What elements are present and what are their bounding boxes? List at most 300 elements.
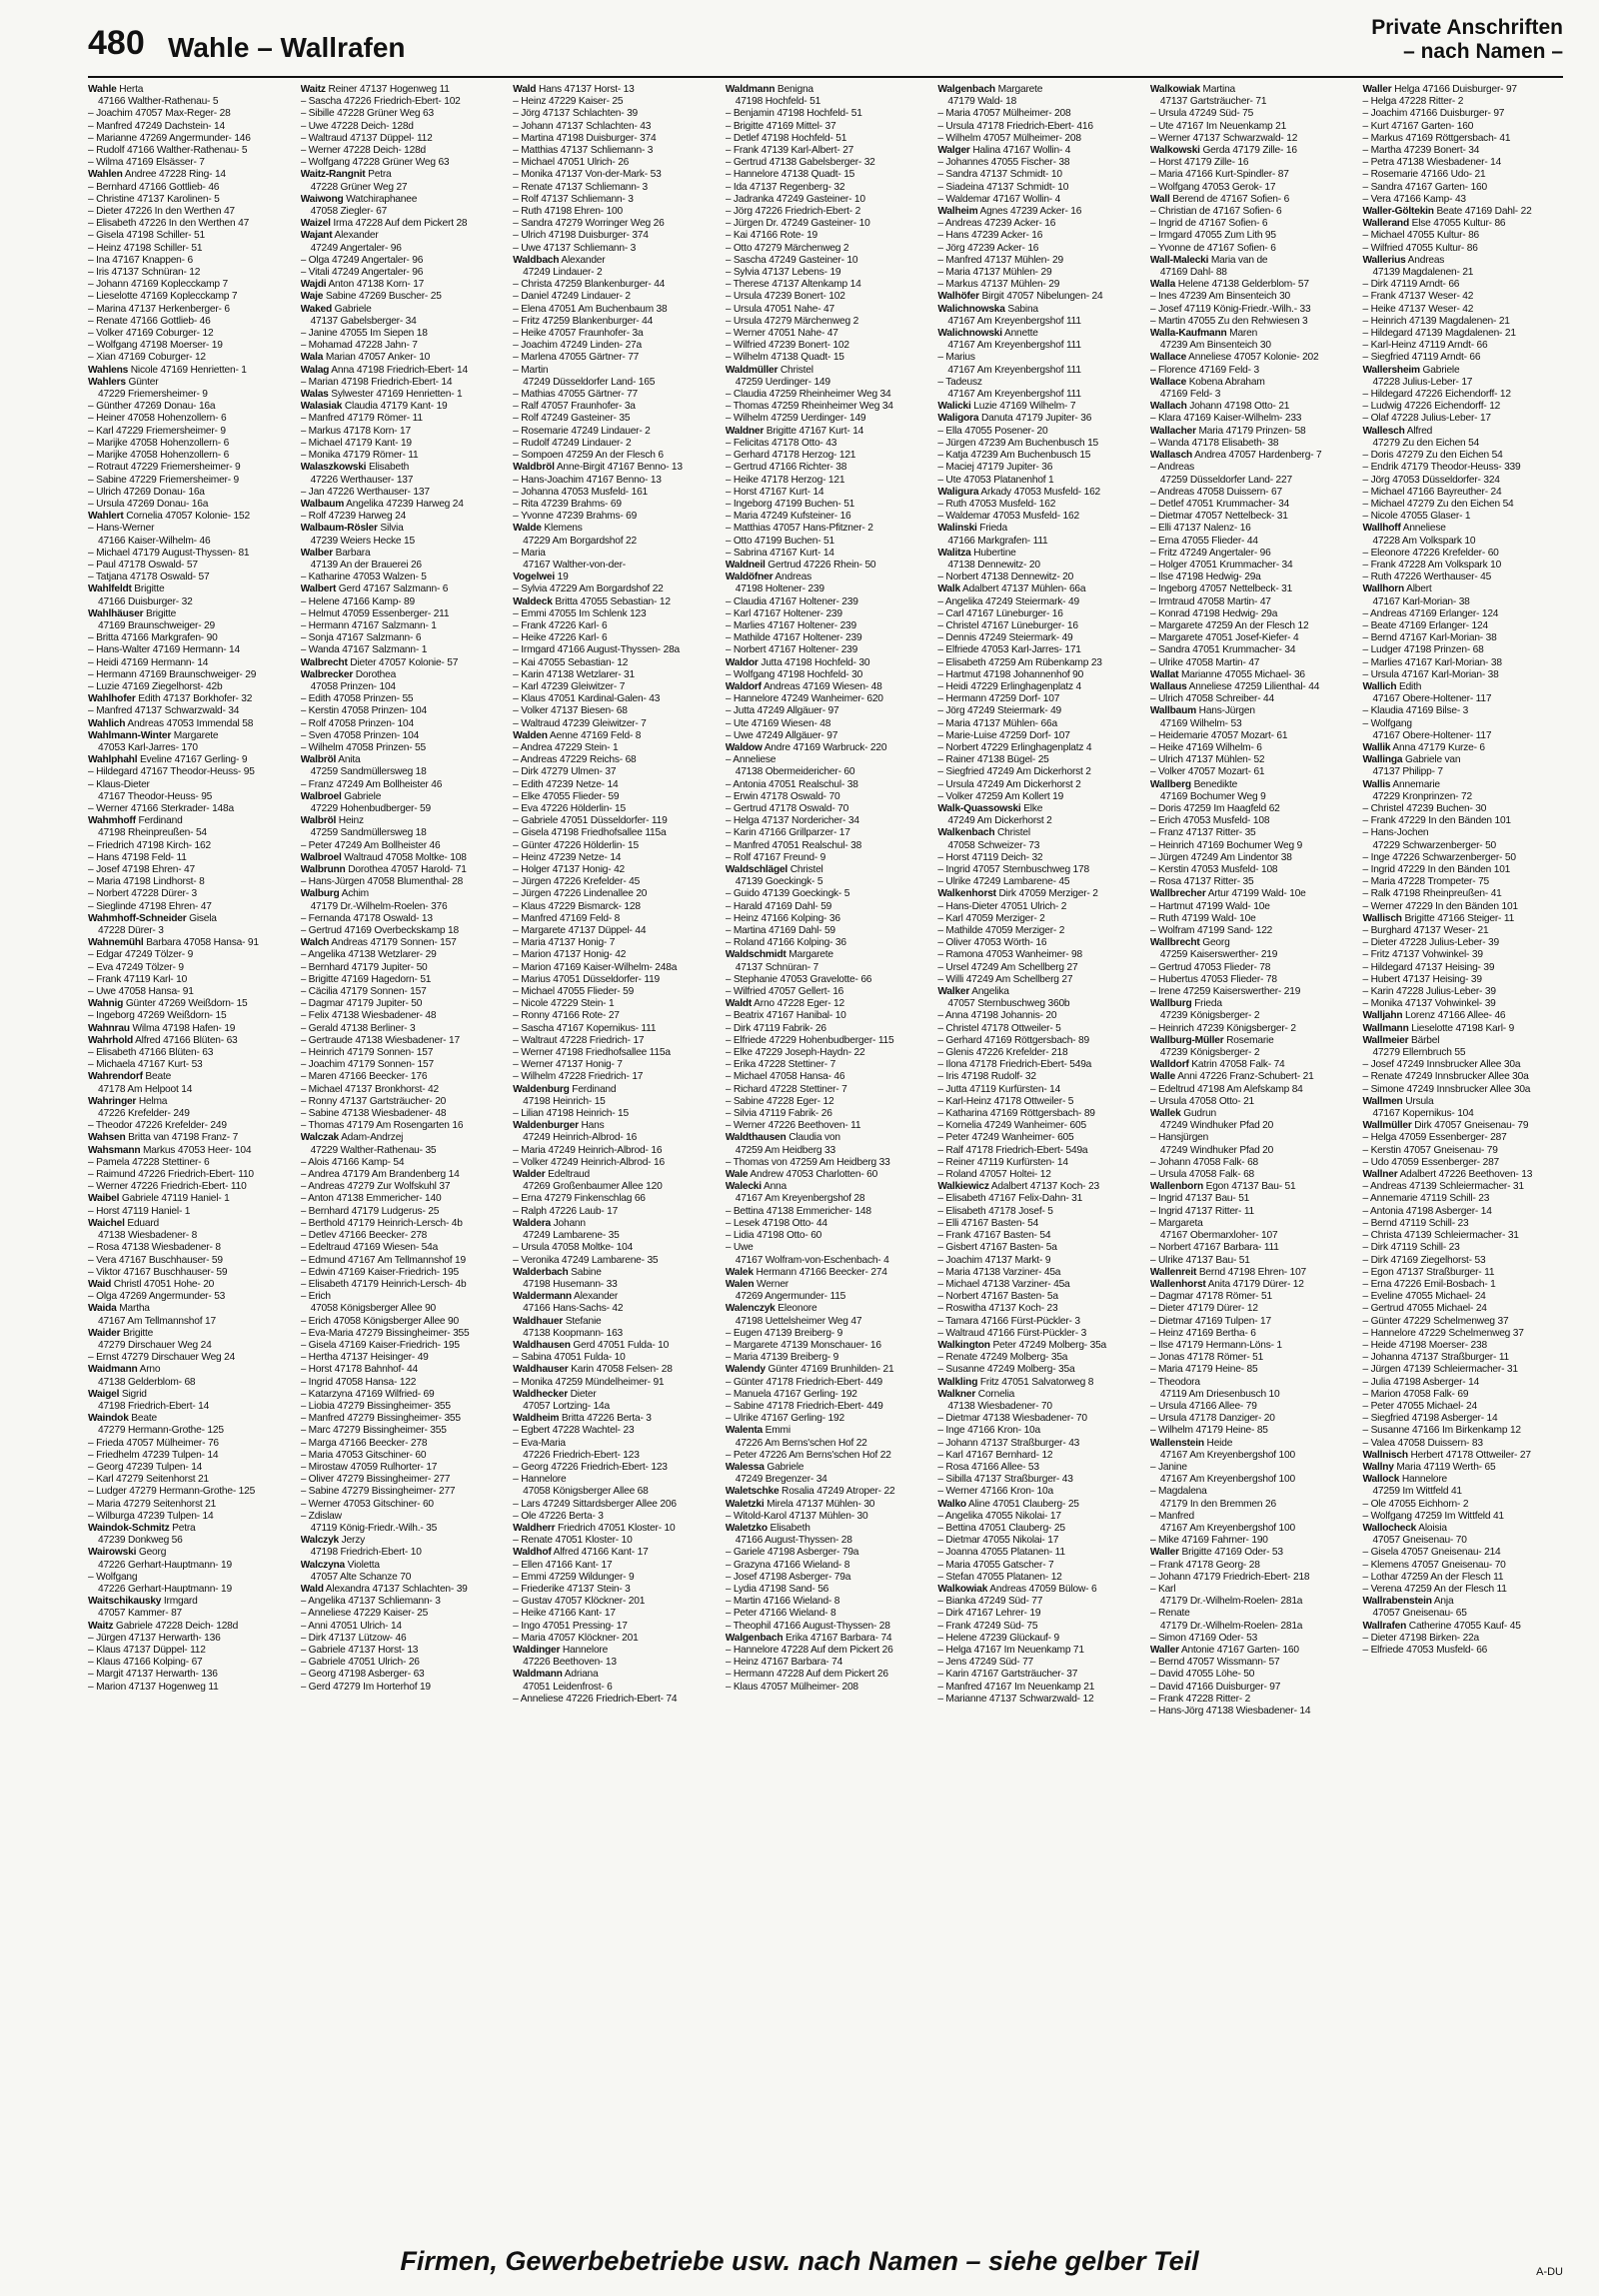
listing-entry: 47137 Philipp- 7	[1372, 766, 1443, 778]
listing-entry: – Hubert 47137 Heising- 39	[1362, 973, 1482, 985]
listing-entry: – Gertrud 47169 Overbeckskamp 18	[300, 925, 459, 937]
listing-entry: – Kai 47055 Sebastian- 12	[513, 656, 629, 668]
listing-entry: – Marlies 47167 Karl-Morian- 38	[1362, 656, 1502, 668]
listing-entry: 47198 Friedrich-Ebert- 10	[310, 1547, 422, 1559]
listing-entry: Wahnrau Wilma 47198 Hafen- 19	[88, 1022, 236, 1034]
listing-entry: – Marianne 47269 Angermunder- 146	[88, 132, 251, 144]
listing-entry: 47249 Heinrich-Albrod- 16	[523, 1132, 638, 1144]
listing-entry: – Margarete 47259 An der Flesch 12	[1149, 619, 1309, 631]
listing-entry: 47239 Königsberger- 2	[1159, 1047, 1260, 1059]
listing-entry: – Frank 47249 Süd- 75	[937, 1620, 1038, 1632]
listing-entry: – Susanne 47249 Molberg- 35a	[937, 1364, 1075, 1376]
listing-entry: Waiwong Watchiraphanee	[300, 193, 418, 205]
listing-entry: Wallace Kobena Abraham	[1149, 376, 1265, 388]
listing-entry: – Hans 47198 Feld- 11	[88, 851, 187, 863]
listing-entry: – Monika 47259 Mündelheimer- 91	[513, 1376, 665, 1388]
listing-entry: Walbert Gerd 47167 Salzmann- 6	[300, 583, 449, 595]
listing-entry: – Sascha 47249 Gasteiner- 10	[725, 254, 858, 266]
listing-entry: – Heinz 47239 Netze- 14	[513, 851, 622, 863]
listing-entry: Wallner Adalbert 47226 Beethoven- 13	[1362, 1169, 1533, 1181]
listing-entry: – Marlena 47055 Gärtner- 77	[513, 352, 640, 364]
listing-entry: Wahrhold Alfred 47166 Blüten- 63	[88, 1034, 238, 1046]
listing-entry: – Simon 47169 Oder- 53	[1149, 1632, 1258, 1644]
listing-entry: – Egon 47137 Straßburger- 11	[1362, 1266, 1495, 1278]
listing-entry: – Horst 47179 Zille- 16	[1149, 157, 1249, 169]
listing-entry: Wald Hans 47137 Horst- 13	[513, 84, 635, 95]
listing-entry: Walgenbach Erika 47167 Barbara- 74	[725, 1632, 892, 1644]
listing-entry: – Hans-Walter 47169 Hermann- 14	[88, 644, 240, 656]
section-heading-line2: – nach Namen –	[1403, 40, 1563, 63]
listing-entry: – Lars 47249 Sittardsberger Allee 206	[513, 1498, 677, 1510]
listing-entry: – Markus 47169 Röttgersbach- 41	[1362, 132, 1511, 144]
listing-entry: – Ursula 47269 Donau- 16a	[88, 498, 209, 510]
listing-entry: 47198 Friedrich-Ebert- 14	[98, 1400, 210, 1412]
listing-entry: – Ines 47239 Am Binsenteich 30	[1149, 291, 1291, 303]
listing-entry: – Ralf 47057 Fraunhofer- 3a	[513, 401, 636, 413]
listing-entry: Waligora Danuta 47179 Jupiter- 36	[937, 413, 1092, 425]
listing-entry: – Werner 47226 Friedrich-Ebert- 110	[88, 1181, 247, 1193]
listing-entry: – Michael 47138 Varziner- 45a	[937, 1278, 1070, 1290]
listing-entry: – Helene 47239 Glückauf- 9	[937, 1632, 1059, 1644]
listing-entry: – Manfred 47137 Mühlen- 29	[937, 254, 1063, 266]
listing-entry: – Karl 47167 Bernhard- 12	[937, 1449, 1053, 1461]
listing-entry: Waizel Irma 47228 Auf dem Pickert 28	[300, 218, 468, 230]
listing-entry: – Frank 47178 Georg- 28	[1149, 1559, 1260, 1571]
listing-entry: – Thomas 47259 Rheinheimer Weg 34	[725, 401, 893, 413]
listing-entry: – Edmund 47167 Am Tellmannshof 19	[300, 1254, 466, 1266]
listing-entry: Walbaum-Rösler Silvia	[300, 523, 404, 535]
listing-entry: – Rosa 47166 Allee- 53	[937, 1461, 1039, 1473]
listing-entry: – Michael 47179 Kant- 19	[300, 437, 412, 449]
listing-entry: – Renate 47249 Molberg- 35a	[937, 1352, 1068, 1364]
listing-entry: – Manfred 47051 Realschul- 38	[725, 839, 862, 851]
listing-entry: – Werner 47226 Beethoven- 11	[725, 1120, 861, 1132]
listing-entry: Wahlers Günter	[88, 376, 159, 388]
listing-entry: – Oliver 47053 Wörth- 16	[937, 937, 1047, 949]
listing-entry: – Werner 47137 Honig- 7	[513, 1059, 623, 1071]
listing-entry: – Rainer 47138 Bügel- 25	[937, 754, 1049, 766]
listing-entry: – Monika 47137 Vohwinkel- 39	[1362, 998, 1496, 1010]
listing-entry: 47239 Königsberger- 2	[1159, 1010, 1260, 1022]
listing-entry: Walber Barbara	[300, 547, 371, 559]
listing-entry: – Renate 47137 Schliemann- 3	[513, 181, 649, 193]
listing-entry: Waldschlägel Christel	[725, 864, 823, 875]
listing-entry: – Katharine 47053 Walzen- 5	[300, 572, 427, 583]
listing-entry: Waller Brigitte 47169 Oder- 53	[1149, 1547, 1283, 1559]
listing-entry: Wallocheck Aloisia	[1362, 1522, 1447, 1534]
listing-entry: – Marijke 47058 Hohenzollern- 6	[88, 437, 230, 449]
listing-entry: – Rosemarie 47166 Udo- 21	[1362, 169, 1486, 181]
listing-entry: Waldhof Alfred 47166 Kant- 17	[513, 1547, 649, 1559]
listing-entry: – Vitali 47249 Angertaler- 96	[300, 267, 424, 279]
listing-entry: Wallasch Andrea 47057 Hardenberg- 7	[1149, 450, 1322, 462]
listing-entry: – Sompoen 47259 An der Flesch 6	[513, 450, 664, 462]
listing-entry: – Margarete 47137 Düppel- 44	[513, 925, 647, 937]
listing-entry: – Joachim 47179 Sonnen- 157	[300, 1059, 434, 1071]
listing-entry: – Hermann 47167 Salzmann- 1	[300, 619, 437, 631]
listing-entry: – Ulrich 47198 Duisburger- 374	[513, 230, 649, 242]
listing-entry: – Ingeborg 47269 Weißdorn- 15	[88, 1010, 227, 1022]
listing-entry: – Zdislaw	[300, 1510, 342, 1522]
listing-entry: 47249 Angertaler- 96	[310, 242, 402, 254]
listing-entry: – Erna 47055 Flieder- 44	[1149, 535, 1258, 547]
listing-entry: – Heiner 47058 Hohenzollern- 6	[88, 413, 227, 425]
listing-entry: – Waltraud 47137 Düppel- 112	[300, 132, 433, 144]
listing-entry: – Hans-Jörg 47138 Wiesbadener- 14	[1149, 1706, 1311, 1718]
listing-entry: – Irmgard 47166 August-Thyssen- 28a	[513, 644, 681, 656]
listing-entry: – Olga 47249 Angertaler- 96	[300, 254, 424, 266]
listing-entry: – Ulrike 47249 Lambarene- 45	[937, 876, 1070, 888]
listing-entry: Wallenstein Heide	[1149, 1437, 1233, 1449]
listing-entry: – Karl-Heinz 47178 Ottweiler- 5	[937, 1095, 1074, 1107]
listing-entry: Walch Andreas 47179 Sonnen- 157	[300, 937, 457, 949]
listing-entry: – Jürgen 47226 Lindenallee 20	[513, 888, 648, 900]
listing-entry: – Maria 47249 Heinrich-Albrod- 16	[513, 1144, 663, 1156]
listing-entry: – Ursula 47178 Friedrich-Ebert- 416	[937, 120, 1093, 132]
listing-entry: – Karl 47059 Merziger- 2	[937, 912, 1045, 924]
listing-entry: – Richard 47228 Stettiner- 7	[725, 1083, 847, 1095]
listing-entry: – Helga 47167 Im Neuenkamp 71	[937, 1645, 1084, 1656]
listing-entry: – Olaf 47228 Julius-Leber- 17	[1362, 413, 1491, 425]
listing-entry: – Maria 47137 Honig- 7	[513, 937, 616, 949]
listing-entry: – Jörg 47137 Schlachten- 39	[513, 108, 639, 120]
listing-entry: – Manuela 47167 Gerling- 192	[725, 1388, 857, 1400]
listing-entry: 47249 Windhuker Pfad 20	[1159, 1144, 1274, 1156]
listing-entry: Walde Klemens	[513, 523, 583, 535]
listing-entry: – Heike 47226 Karl- 6	[513, 632, 608, 644]
listing-entry: – Hildegard 47137 Heising- 39	[1362, 961, 1495, 973]
listing-entry: – Felicitas 47178 Otto- 43	[725, 437, 837, 449]
listing-entry: – Peter 47249 Wanheimer- 605	[937, 1132, 1074, 1144]
listing-entry: – Dirk 47169 Ziegelhorst- 53	[1362, 1254, 1486, 1266]
listing-entry: – Ute 47053 Platanenhof 1	[937, 474, 1054, 486]
listing-entry: Wale Andrew 47053 Charlotten- 60	[725, 1169, 878, 1181]
listing-entry: – Joachim 47166 Duisburger- 97	[1362, 108, 1505, 120]
listing-entry: – Detlev 47166 Beecker- 278	[300, 1230, 428, 1242]
listing-entry: – Heike 47137 Weser- 42	[1362, 303, 1474, 315]
listing-entry: – Marie-Luise 47259 Dorf- 107	[937, 729, 1070, 741]
listing-entry: – Florence 47169 Feld- 3	[1149, 364, 1259, 376]
listing-entry: – Rolf 47239 Harweg 24	[300, 511, 407, 523]
listing-entry: – Olga 47269 Angermunder- 53	[88, 1291, 226, 1303]
listing-entry: – Heinz 47169 Bertha- 6	[1149, 1327, 1256, 1339]
listing-entry: – Marina 47137 Herkenberger- 6	[88, 303, 230, 315]
listing-entry: – Manfred 47179 Römer- 11	[300, 413, 423, 425]
listing-entry: 47167 Am Kreyenbergshof 100	[1159, 1522, 1295, 1534]
listing-entry: – Anneliese 47226 Friedrich-Ebert- 74	[513, 1693, 678, 1705]
listing-entry: – Markus 47137 Mühlen- 29	[937, 279, 1060, 291]
listing-entry: 47169 Wilhelm- 53	[1159, 717, 1242, 729]
listing-entry: – Uwe 47058 Hansa- 91	[88, 986, 194, 998]
listing-entry: Waked Gabriele	[300, 303, 372, 315]
listing-entry: 47259 Kaiserswerther- 219	[1159, 949, 1278, 961]
listing-entry: – Karin 47167 Gartsträucher- 37	[937, 1669, 1078, 1681]
listing-entry: – Siegfried 47119 Arndt- 66	[1362, 352, 1481, 364]
listing-entry: – Maren 47166 Beecker- 176	[300, 1071, 428, 1083]
listing-entry: 47229 Am Borgardshof 22	[523, 535, 637, 547]
listing-entry: – Klaus 47057 Mülheimer- 208	[725, 1681, 858, 1693]
listing-entry: – Wilhelm 47228 Friedrich- 17	[513, 1071, 644, 1083]
listing-entry: – Sabina 47051 Fulda- 10	[513, 1352, 626, 1364]
listing-entry: – Ralf 47178 Friedrich-Ebert- 549a	[937, 1144, 1088, 1156]
listing-entry: – Erna 47279 Finkenschlag 66	[513, 1193, 646, 1205]
listing-entry: Walasiak Claudia 47179 Kant- 19	[300, 401, 448, 413]
listing-entry: – Volker 47249 Heinrich-Albrod- 16	[513, 1156, 665, 1168]
listing-entry: 47198 Uettelsheimer Weg 47	[735, 1315, 862, 1327]
listing-entry: 47259 Uerdinger- 149	[735, 376, 830, 388]
listing-entry: – Volker 47057 Mozart- 61	[1149, 766, 1265, 778]
listing-entry: – Elisabeth 47178 Josef- 5	[937, 1205, 1053, 1217]
listing-entry: – Roland 47166 Kolping- 36	[725, 937, 846, 949]
listing-entry: – Heide 47198 Moerser- 238	[1362, 1339, 1487, 1351]
listing-entry: – Bernd 47119 Schill- 23	[1362, 1217, 1469, 1229]
listing-entry: – Ronny 47137 Gartsträucher- 20	[300, 1095, 447, 1107]
listing-entry: – Maria 47198 Lindhorst- 8	[88, 876, 205, 888]
listing-entry: – Ilse 47198 Hedwig- 29a	[1149, 572, 1261, 583]
listing-entry: – Gerhard 47178 Herzog- 121	[725, 450, 856, 462]
listing-entry: – Manfred 47167 Im Neuenkamp 21	[937, 1681, 1095, 1693]
listing-entry: – Ingrid 47229 In den Bänden 101	[1362, 864, 1511, 875]
listing-entry: – Gisbert 47167 Basten- 5a	[937, 1242, 1057, 1254]
listing-entry: Walljahn Lorenz 47166 Allee- 46	[1362, 1010, 1506, 1022]
listing-entry: 47139 Goeckingk- 5	[735, 876, 823, 888]
listing-entry: – Uwe 47228 Deich- 128d	[300, 120, 414, 132]
listing-entry: Wallerius Andreas	[1362, 254, 1445, 266]
listing-entry: – Renate 47249 Innsbrucker Allee 30a	[1362, 1071, 1529, 1083]
listing-entry: – Christel 47239 Buchen- 30	[1362, 802, 1487, 814]
listing-entry: Waldhauser Karin 47058 Felsen- 28	[513, 1364, 673, 1376]
listing-entry: 47179 Dr.-Wilhelm-Roelen- 281a	[1159, 1620, 1303, 1632]
listing-entry: 47167 Am Tellmannshof 17	[98, 1315, 216, 1327]
listing-entry: – Kurt 47167 Garten- 160	[1362, 120, 1474, 132]
listing-entry: – Katarzyna 47169 Wilfried- 69	[300, 1388, 435, 1400]
listing-entry: – Theodora	[1149, 1376, 1200, 1388]
listing-entry: – Christine 47137 Karolinen- 5	[88, 193, 220, 205]
listing-entry: – Iris 47137 Schnüran- 12	[88, 267, 201, 279]
listing-entry: Waldeck Britta 47055 Sebastian- 12	[513, 595, 671, 607]
listing-entry: Wallbaum Hans-Jürgen	[1149, 705, 1255, 717]
listing-entry: – Christel 47167 Lüneburger- 16	[937, 619, 1078, 631]
listing-entry: – Valea 47058 Duissern- 83	[1362, 1437, 1483, 1449]
listing-entry: – Gisela 47198 Friedhofsallee 115a	[513, 827, 667, 839]
listing-entry: Walbröl Heinz	[300, 815, 364, 827]
listing-entry: – Felix 47138 Wiesbadener- 48	[300, 1010, 437, 1022]
listing-entry: – Doris 47279 Zu den Eichen 54	[1362, 450, 1503, 462]
listing-entry: – Friedhelm 47239 Tulpen- 14	[88, 1449, 219, 1461]
listing-entry: 47167 Am Kreyenbergshof 100	[1159, 1474, 1295, 1486]
listing-entry: – Hartmut 47198 Johannenhof 90	[937, 668, 1084, 680]
listing-entry: – Janine 47055 Im Siepen 18	[300, 328, 428, 340]
listing-entry: – Michael 47137 Bronkhorst- 42	[300, 1083, 439, 1095]
listing-entry: – Heinrich 47169 Bochumer Weg 9	[1149, 839, 1303, 851]
listing-entry: – Dietmar 47057 Nettelbeck- 31	[1149, 511, 1288, 523]
listing-entry: – Benjamin 47198 Hochfeld- 51	[725, 108, 862, 120]
listing-entry: – Ilse 47179 Hermann-Löns- 1	[1149, 1339, 1282, 1351]
footer-code: A-DU	[1536, 2266, 1563, 2278]
listing-entry: – Joachim 47137 Markt- 9	[937, 1254, 1051, 1266]
listing-entry: – Sabine 47229 Friemersheimer- 9	[88, 474, 240, 486]
listing-entry: – Michael 47179 August-Thyssen- 81	[88, 547, 250, 559]
listing-entry: Walczyk Jerzy	[300, 1535, 365, 1547]
listing-entry: – Angelika 47138 Wetzlarer- 29	[300, 949, 437, 961]
listing-entry: Wahlhäuser Brigitte	[88, 607, 177, 619]
listing-entry: 47119 Am Driesenbusch 10	[1159, 1388, 1280, 1400]
listing-entry: – Hans-Dieter 47051 Ulrich- 2	[937, 900, 1067, 912]
listing-entry: Wallburg Frieda	[1149, 998, 1222, 1010]
listing-entry: Waldbröl Anne-Birgit 47167 Benno- 13	[513, 462, 683, 474]
listing-entry: – Uwe	[725, 1242, 754, 1254]
listing-entry: – Elke 47055 Flieder- 59	[513, 790, 620, 802]
listing-entry: – Ursula 47166 Allee- 79	[1149, 1400, 1257, 1412]
listing-entry: – Wolfgang	[1362, 717, 1412, 729]
listing-entry: – Frank 47226 Karl- 6	[513, 619, 608, 631]
listing-entry: 47169 Braunschweiger- 29	[98, 619, 215, 631]
listing-entry: – Frank 47119 Karl- 10	[88, 973, 188, 985]
listing-entry: Wall Berend de 47167 Sofien- 6	[1149, 193, 1290, 205]
listing-entry: – Klaudia 47169 Bilse- 3	[1362, 705, 1469, 717]
listing-entry: – Karl 47229 Friemersheimer- 9	[88, 425, 226, 437]
listing-entry: Walbrunn Dorothea 47057 Harold- 71	[300, 864, 467, 875]
listing-entry: – Johann 47137 Schlachten- 43	[513, 120, 652, 132]
listing-entry: – Detlef 47198 Hochfeld- 51	[725, 132, 847, 144]
listing-entry: – Bernd 47167 Karl-Morian- 38	[1362, 632, 1497, 644]
listing-entry: Wallmüller Dirk 47057 Gneisenau- 79	[1362, 1120, 1529, 1132]
listing-entry: – Tamara 47166 Fürst-Pückler- 3	[937, 1315, 1080, 1327]
listing-entry: 47169 Dahl- 88	[1159, 267, 1227, 279]
listing-entry: – Bettina 47138 Emmericher- 148	[725, 1205, 871, 1217]
listing-entry: – Maria 47179 Heine- 85	[1149, 1364, 1258, 1376]
listing-entry: – Rolf 47058 Prinzen- 104	[300, 717, 414, 729]
listing-entry: – Johann 47137 Straßburger- 43	[937, 1437, 1080, 1449]
listing-entry: – Elfriede 47053 Karl-Jarres- 171	[937, 644, 1081, 656]
listing-entry: – Friedrich 47198 Kirch- 162	[88, 839, 211, 851]
listing-entry: Wallenhorst Anita 47179 Dürer- 12	[1149, 1278, 1304, 1290]
listing-entry: 47166 Walther-Rathenau- 5	[98, 96, 219, 108]
listing-entry: – Michael 47055 Flieder- 59	[513, 986, 635, 998]
listing-entry: – Hermann 47169 Braunschweiger- 29	[88, 668, 257, 680]
listing-entry: – Ulrich 47269 Donau- 16a	[88, 486, 205, 498]
listing-entry: Walkowiak Martina	[1149, 84, 1236, 95]
listing-entry: – Michael 47055 Kultur- 86	[1362, 230, 1480, 242]
listing-entry: – Gabriele 47051 Ulrich- 26	[300, 1657, 420, 1669]
listing-entry: Waldinger Hannelore	[513, 1645, 609, 1656]
listing-entry: 47169 Bochumer Weg 9	[1159, 790, 1266, 802]
listing-entry: – Heinz 47198 Schiller- 51	[88, 242, 203, 254]
listing-entry: – Annemarie 47119 Schill- 23	[1362, 1193, 1490, 1205]
listing-entry: – Anna 47198 Johannis- 20	[937, 1010, 1057, 1022]
listing-entry: Walbroel Gabriele	[300, 790, 382, 802]
listing-entry: – Waltraud 47166 Fürst-Pückler- 3	[937, 1327, 1087, 1339]
listing-entry: – Jörg 47053 Düsseldorfer- 324	[1362, 474, 1500, 486]
listing-entry: – Eva-Maria	[513, 1437, 566, 1449]
listing-entry: Walaszkowski Elisabeth	[300, 462, 410, 474]
listing-entry: – Hertha 47137 Heisinger- 49	[300, 1352, 429, 1364]
listing-entry: 47057 Gneisenau- 70	[1372, 1535, 1467, 1547]
listing-entry: – Matthias 47137 Schliemann- 3	[513, 145, 654, 157]
listing-entry: – Heidi 47169 Hermann- 14	[88, 656, 209, 668]
listing-entry: – Jutta 47249 Allgäuer- 97	[725, 705, 839, 717]
listing-entry: – Elisabeth 47179 Heinrich-Lersch- 4b	[300, 1278, 467, 1290]
listing-entry: – Hannelore 47228 Auf dem Pickert 26	[725, 1645, 893, 1656]
listing-entry: – Hannelore 47229 Schelmenweg 37	[1362, 1327, 1524, 1339]
listing-entry: – Emmi 47055 Im Schlenk 123	[513, 607, 647, 619]
listing-entry: 47226 Gerhart-Hauptmann- 19	[98, 1559, 232, 1571]
listing-entry: – Konrad 47198 Hedwig- 29a	[1149, 607, 1278, 619]
listing-entry: – Wolfgang	[88, 1571, 138, 1583]
listing-entry: – Lilian 47198 Heinrich- 15	[513, 1108, 629, 1120]
listing-entry: Wallburg-Müller Rosemarie	[1149, 1034, 1274, 1046]
listing-entry: Walkington Peter 47249 Molberg- 35a	[937, 1339, 1107, 1351]
listing-entry: – Werner 47228 Deich- 128d	[300, 145, 427, 157]
listing-entry: – Margarete 47051 Josef-Kiefer- 4	[1149, 632, 1299, 644]
listing-entry: 47058 Königsberger Allee 90	[310, 1303, 437, 1315]
listing-entry: – Sandra 47167 Garten- 160	[1362, 181, 1487, 193]
listing-entry: – Wilfried 47057 Gellert- 16	[725, 986, 844, 998]
listing-entry: – Marc 47279 Bissingheimer- 355	[300, 1425, 447, 1437]
listing-entry: – Georg 47239 Tulpen- 14	[88, 1461, 203, 1473]
listing-entry: – Ingrid 47058 Hansa- 122	[300, 1376, 417, 1388]
listing-entry: – Uwe 47137 Schliemann- 3	[513, 242, 637, 254]
listing-entry: – Jonas 47178 Römer- 51	[1149, 1352, 1264, 1364]
listing-entry: Wallinga Gabriele van	[1362, 754, 1461, 766]
listing-entry: – Janine	[1149, 1461, 1187, 1473]
listing-entry: Wahsmann Markus 47053 Heer- 104	[88, 1144, 252, 1156]
listing-entry: – Horst 47167 Kurt- 14	[725, 486, 824, 498]
listing-column	[1150, 84, 1355, 2230]
listing-entry: Waldera Johann	[513, 1217, 586, 1229]
listing-entry: – Josef 47198 Ehren- 47	[88, 864, 195, 875]
listing-entry: – Edeltrud 47198 Am Alefskamp 84	[1149, 1083, 1303, 1095]
listing-entry: – Martha 47239 Bonert- 34	[1362, 145, 1480, 157]
listing-entry: – Wanda 47178 Elisabeth- 38	[1149, 437, 1279, 449]
listing-entry: – Maria 47053 Gitschiner- 60	[300, 1449, 427, 1461]
listing-entry: – Ramona 47053 Wanheimer- 98	[937, 949, 1082, 961]
listing-entry: – Ludger 47198 Prinzen- 68	[1362, 644, 1484, 656]
listing-entry: – Klemens 47057 Gneisenau- 70	[1362, 1559, 1506, 1571]
listing-entry: – Werner 47137 Schwarzwald- 12	[1149, 132, 1298, 144]
listing-entry: – Dagmar 47179 Jupiter- 50	[300, 998, 423, 1010]
listing-entry: – Gertrud 47138 Gabelsberger- 32	[725, 157, 875, 169]
listing-column	[726, 84, 930, 2230]
listing-entry: – Irmtraud 47058 Martin- 47	[1149, 595, 1271, 607]
listing-entry: Wallrabenstein Anja	[1362, 1596, 1454, 1608]
listing-entry: – Dieter 47179 Dürer- 12	[1149, 1303, 1258, 1315]
listing-entry: Wallisch Brigitte 47166 Steiger- 11	[1362, 912, 1515, 924]
listing-entry: – Rolf 47137 Schliemann- 3	[513, 193, 634, 205]
listing-entry: – Brigitte 47169 Hagedorn- 51	[300, 973, 432, 985]
listing-entry: – Maria 47057 Mülheimer- 208	[937, 108, 1071, 120]
listing-entry: – Eva-Maria 47279 Bissingheimer- 355	[300, 1327, 470, 1339]
listing-entry: – Anneliese 47229 Kaiser- 25	[300, 1608, 429, 1620]
listing-entry: – Sibilla 47137 Straßburger- 43	[937, 1474, 1073, 1486]
listing-entry: Waletzki Mirela 47137 Mühlen- 30	[725, 1498, 875, 1510]
listing-entry: – Dieter 47198 Birken- 22a	[1362, 1632, 1480, 1644]
listing-entry: – Ulrich 47137 Mühlen- 52	[1149, 754, 1265, 766]
listing-entry: – Klaus-Dieter	[88, 778, 150, 790]
listing-entry: – Lesek 47198 Otto- 44	[725, 1217, 827, 1229]
listing-entry: – Ralph 47226 Laub- 17	[513, 1205, 619, 1217]
listing-entry: – Johann 47058 Falk- 68	[1149, 1156, 1258, 1168]
listing-entry: – Gisela 47198 Schiller- 51	[88, 230, 205, 242]
listing-entry: – Katja 47239 Am Buchenbusch 15	[937, 450, 1091, 462]
listing-entry: – Gariele 47198 Asberger- 79a	[725, 1547, 859, 1559]
listing-entry: – Mathias 47055 Gärtner- 77	[513, 389, 639, 401]
listing-entry: – Rotraut 47229 Friemersheimer- 9	[88, 462, 241, 474]
listing-entry: – Martina 47198 Duisburger- 374	[513, 132, 657, 144]
listing-entry: – Manfred 47249 Dachstein- 14	[88, 120, 225, 132]
listing-entry: 47167 Kopernikus- 104	[1372, 1108, 1474, 1120]
listing-entry: – Dirk 47119 Schill- 23	[1362, 1242, 1460, 1254]
